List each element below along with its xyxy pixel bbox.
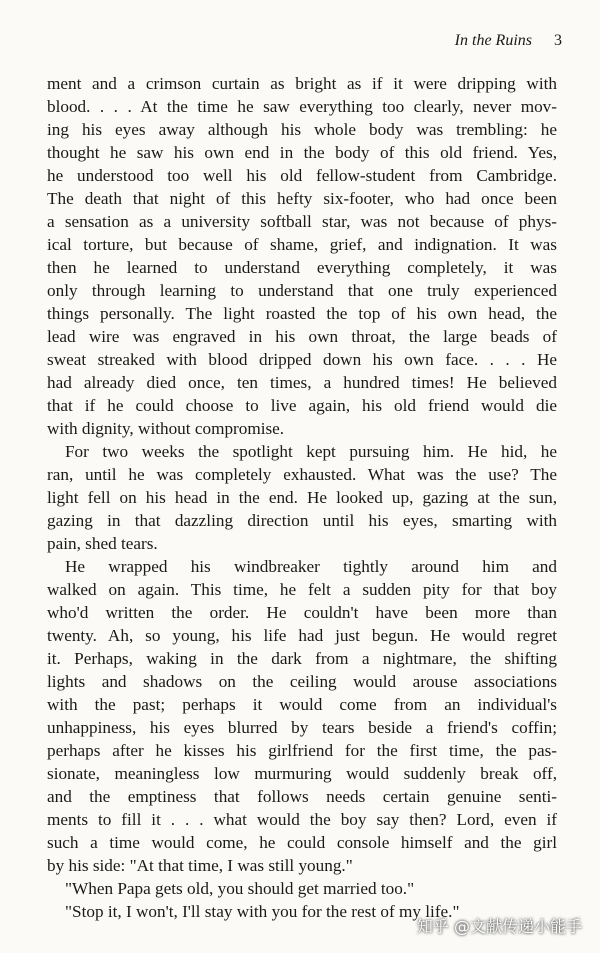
text-line: it. Perhaps, waking in the dark from a nightmare, the shifting bbox=[47, 649, 557, 668]
text-line: ran, until he was completely exhausted. What was the use? The bbox=[47, 465, 557, 484]
text-line: ments to fill it . . . what would the boy say then? Lord, even if bbox=[47, 810, 557, 829]
text-line: unhappiness, his eyes blurred by tears beside a friend's coffin; bbox=[47, 718, 557, 737]
text-line: and the emptiness that follows needs certain genuine senti- bbox=[47, 787, 557, 806]
text-line: twenty. Ah, so young, his life had just begun. He would regret bbox=[47, 626, 557, 645]
text-line: who'd written the order. He couldn't have been more than bbox=[47, 603, 557, 622]
text-line: then he learned to understand everything completely, it was bbox=[47, 258, 557, 277]
text-line: perhaps after he kisses his girlfriend for the first time, the pas- bbox=[47, 741, 557, 760]
text-line: The death that night of this hefty six-footer, who had once been bbox=[47, 189, 557, 208]
text-line: that if he could choose to live again, his old friend would die bbox=[47, 396, 557, 415]
text-line: gazing in that dazzling direction until his eyes, smarting with bbox=[47, 511, 557, 530]
text-line: with the past; perhaps it would come from an individual's bbox=[47, 695, 557, 714]
text-line: had already died once, ten times, a hundred times! He believed bbox=[47, 373, 557, 392]
text-line: lead wire was engraved in his own throat, the large beads of bbox=[47, 327, 557, 346]
text-line: light fell on his head in the end. He looked up, gazing at the sun, bbox=[47, 488, 557, 507]
text-line: blood. . . . At the time he saw everything too clearly, never mov- bbox=[47, 97, 557, 116]
text-line: ing his eyes away although his whole body was trembling: he bbox=[47, 120, 557, 139]
text-line: He wrapped his windbreaker tightly around him and bbox=[65, 557, 557, 576]
text-line: such a time would come, he could console himself and the girl bbox=[47, 833, 557, 852]
watermark: 知乎 @文献传递小能手 bbox=[416, 917, 582, 936]
text-line: a sensation as a university softball star, was not because of phys- bbox=[47, 212, 557, 231]
page-number: 3 bbox=[554, 32, 562, 49]
text-line: ical torture, but because of shame, grief, and indignation. It was bbox=[47, 235, 557, 254]
text-line: ment and a crimson curtain as bright as if it were dripping with bbox=[47, 74, 557, 93]
text-line: "Stop it, I won't, I'll stay with you for the rest of my life." bbox=[65, 902, 460, 921]
text-line: sionate, meaningless low murmuring would suddenly break off, bbox=[47, 764, 557, 783]
running-header bbox=[455, 32, 562, 50]
text-line: For two weeks the spotlight kept pursuing him. He hid, he bbox=[65, 442, 557, 461]
text-line: thought he saw his own end in the body of this old friend. Yes, bbox=[47, 143, 557, 162]
text-line: only through learning to understand that one truly experienced bbox=[47, 281, 557, 300]
text-line: by his side: "At that time, I was still young." bbox=[47, 856, 353, 875]
text-line: walked on again. This time, he felt a sudden pity for that boy bbox=[47, 580, 557, 599]
text-line: with dignity, without compromise. bbox=[47, 419, 285, 438]
text-line: "When Papa gets old, you should get married too." bbox=[65, 879, 415, 898]
running-title: In the Ruins bbox=[454, 32, 532, 49]
text-line: things personally. The light roasted the top of his own head, the bbox=[47, 304, 557, 323]
text-line: sweat streaked with blood dripped down his own face. . . . He bbox=[47, 350, 557, 369]
text-line: lights and shadows on the ceiling would arouse associations bbox=[47, 672, 557, 691]
text-line: he understood too well his old fellow-student from Cambridge. bbox=[47, 166, 557, 185]
body-text bbox=[47, 72, 557, 923]
text-line: pain, shed tears. bbox=[47, 534, 158, 553]
